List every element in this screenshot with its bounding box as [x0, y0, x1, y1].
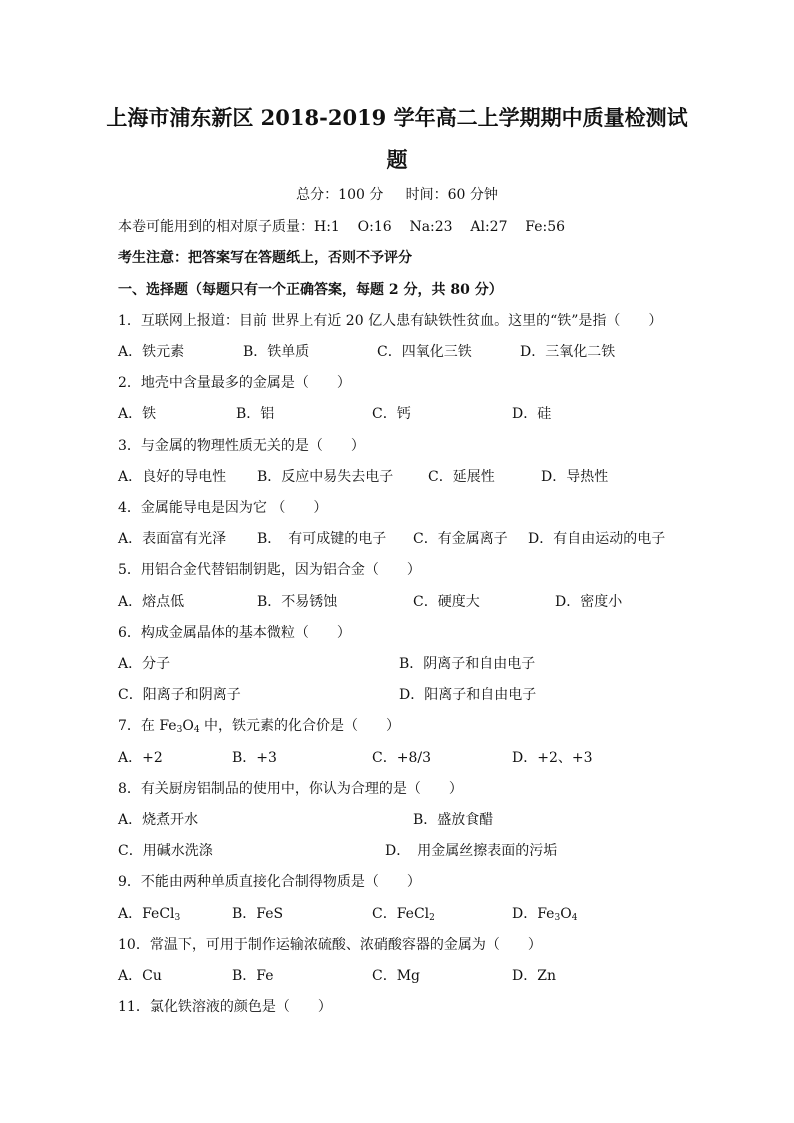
q9-d-sub1: 3 — [554, 913, 561, 923]
q4-option-d: D．有自由运动的电子 — [528, 531, 666, 547]
q6-option-d: D．阳离子和自由电子 — [399, 687, 537, 703]
q1-option-b: B．铁单质 — [243, 344, 310, 360]
q2-option-d: D．硅 — [512, 406, 552, 422]
q1-option-d: D．三氧化二铁 — [520, 344, 616, 360]
q5-option-c: C．硬度大 — [413, 594, 480, 610]
q4-option-b: B． 有可成键的电子 — [257, 531, 387, 547]
q8-option-c: C．用碱水洗涤 — [118, 843, 213, 859]
title-line-1: 上海市浦东新区 2018-2019 学年高二上学期期中质量检测试 — [106, 105, 688, 130]
question-10-stem: 10．常温下，可用于制作运输浓硫酸、浓硝酸容器的金属为（ ） — [118, 937, 542, 953]
q9-b-text: B．FeS — [232, 906, 284, 922]
q7-stem-sub1: 3 — [176, 725, 183, 735]
q3-option-c: C．延展性 — [428, 469, 495, 485]
q9-option-d — [512, 905, 577, 923]
q9-option-a — [118, 905, 180, 923]
q9-c-text: C．FeCl — [372, 906, 430, 922]
q7-stem-post: 中，铁元素的化合价是（ ） — [199, 718, 400, 734]
question-1-stem: 1．互联网上报道：目前 世界上有近 20 亿人患有缺铁性贫血。这里的“铁”是指（ ） — [118, 313, 663, 329]
exam-meta: 总分：100 分 时间：60 分钟 — [296, 187, 498, 203]
question-4-stem: 4．金属能导电是因为它 （ ） — [118, 500, 328, 516]
q6-option-b: B．阴离子和自由电子 — [399, 656, 536, 672]
q3-option-d: D．导热性 — [541, 469, 609, 485]
q5-option-b: B．不易锈蚀 — [257, 594, 338, 610]
question-5-stem: 5．用铝合金代替铝制钥匙，因为铝合金（ ） — [118, 562, 421, 578]
section-heading: 一、选择题（每题只有一个正确答案，每题 2 分，共 80 分） — [118, 282, 503, 298]
q7-option-b: B．+3 — [232, 750, 277, 766]
q6-option-a: A．分子 — [118, 656, 171, 672]
title-line-2: 题 — [386, 147, 408, 172]
q8-option-a: A．烧煮开水 — [118, 812, 199, 828]
q7-option-a: A．+2 — [118, 750, 163, 766]
q10-option-d: D．Zn — [512, 968, 556, 984]
q8-option-d: D． 用金属丝擦表面的污垢 — [385, 843, 558, 859]
q9-d-sub2: 4 — [571, 913, 578, 923]
q7-option-d: D．+2、+3 — [512, 750, 593, 766]
q9-a-text: A．FeCl — [118, 906, 175, 922]
q9-d-text: D．Fe — [512, 906, 555, 922]
q1-option-c: C．四氧化三铁 — [377, 344, 472, 360]
q7-stem-sub2: 4 — [193, 725, 200, 735]
q10-option-b: B．Fe — [232, 968, 274, 984]
q1-option-a: A．铁元素 — [118, 344, 185, 360]
q9-a-sub: 3 — [174, 913, 181, 923]
q4-option-a: A．表面富有光泽 — [118, 531, 227, 547]
q8-option-b: B．盛放食醋 — [413, 812, 494, 828]
question-7-stem — [118, 717, 400, 735]
atomic-masses: 本卷可能用到的相对原子质量：H:1 O:16 Na:23 Al:27 Fe:56 — [118, 219, 566, 235]
question-2-stem: 2．地壳中含量最多的金属是（ ） — [118, 375, 351, 391]
question-8-stem: 8．有关厨房铝制品的使用中，你认为合理的是（ ） — [118, 781, 463, 797]
question-3-stem: 3．与金属的物理性质无关的是（ ） — [118, 438, 365, 454]
q2-option-a: A．铁 — [118, 406, 157, 422]
q10-option-a: A．Cu — [118, 968, 162, 984]
q2-option-b: B．铝 — [236, 406, 275, 422]
q7-stem-pre: 7．在 Fe — [118, 718, 177, 734]
q4-option-c: C．有金属离子 — [413, 531, 508, 547]
q7-stem-mid: O — [182, 718, 194, 734]
question-11-stem: 11．氯化铁溶液的颜色是（ ） — [118, 999, 332, 1015]
q3-option-a: A．良好的导电性 — [118, 469, 227, 485]
q9-c-sub: 2 — [429, 913, 435, 923]
q7-option-c: C．+8/3 — [372, 750, 431, 766]
q9-option-b — [232, 905, 283, 923]
q10-option-c: C．Mg — [372, 968, 421, 984]
q9-option-c — [372, 905, 435, 923]
q3-option-b: B．反应中易失去电子 — [257, 469, 394, 485]
q2-option-c: C．钙 — [372, 406, 411, 422]
q5-option-a: A．熔点低 — [118, 594, 185, 610]
question-6-stem: 6．构成金属晶体的基本微粒（ ） — [118, 625, 351, 641]
q9-d-mid: O — [560, 906, 572, 922]
question-9-stem: 9．不能由两种单质直接化合制得物质是（ ） — [118, 874, 421, 890]
q5-option-d: D．密度小 — [555, 594, 623, 610]
notice: 考生注意：把答案写在答题纸上，否则不予评分 — [118, 250, 412, 266]
q6-option-c: C．阳离子和阴离子 — [118, 687, 241, 703]
